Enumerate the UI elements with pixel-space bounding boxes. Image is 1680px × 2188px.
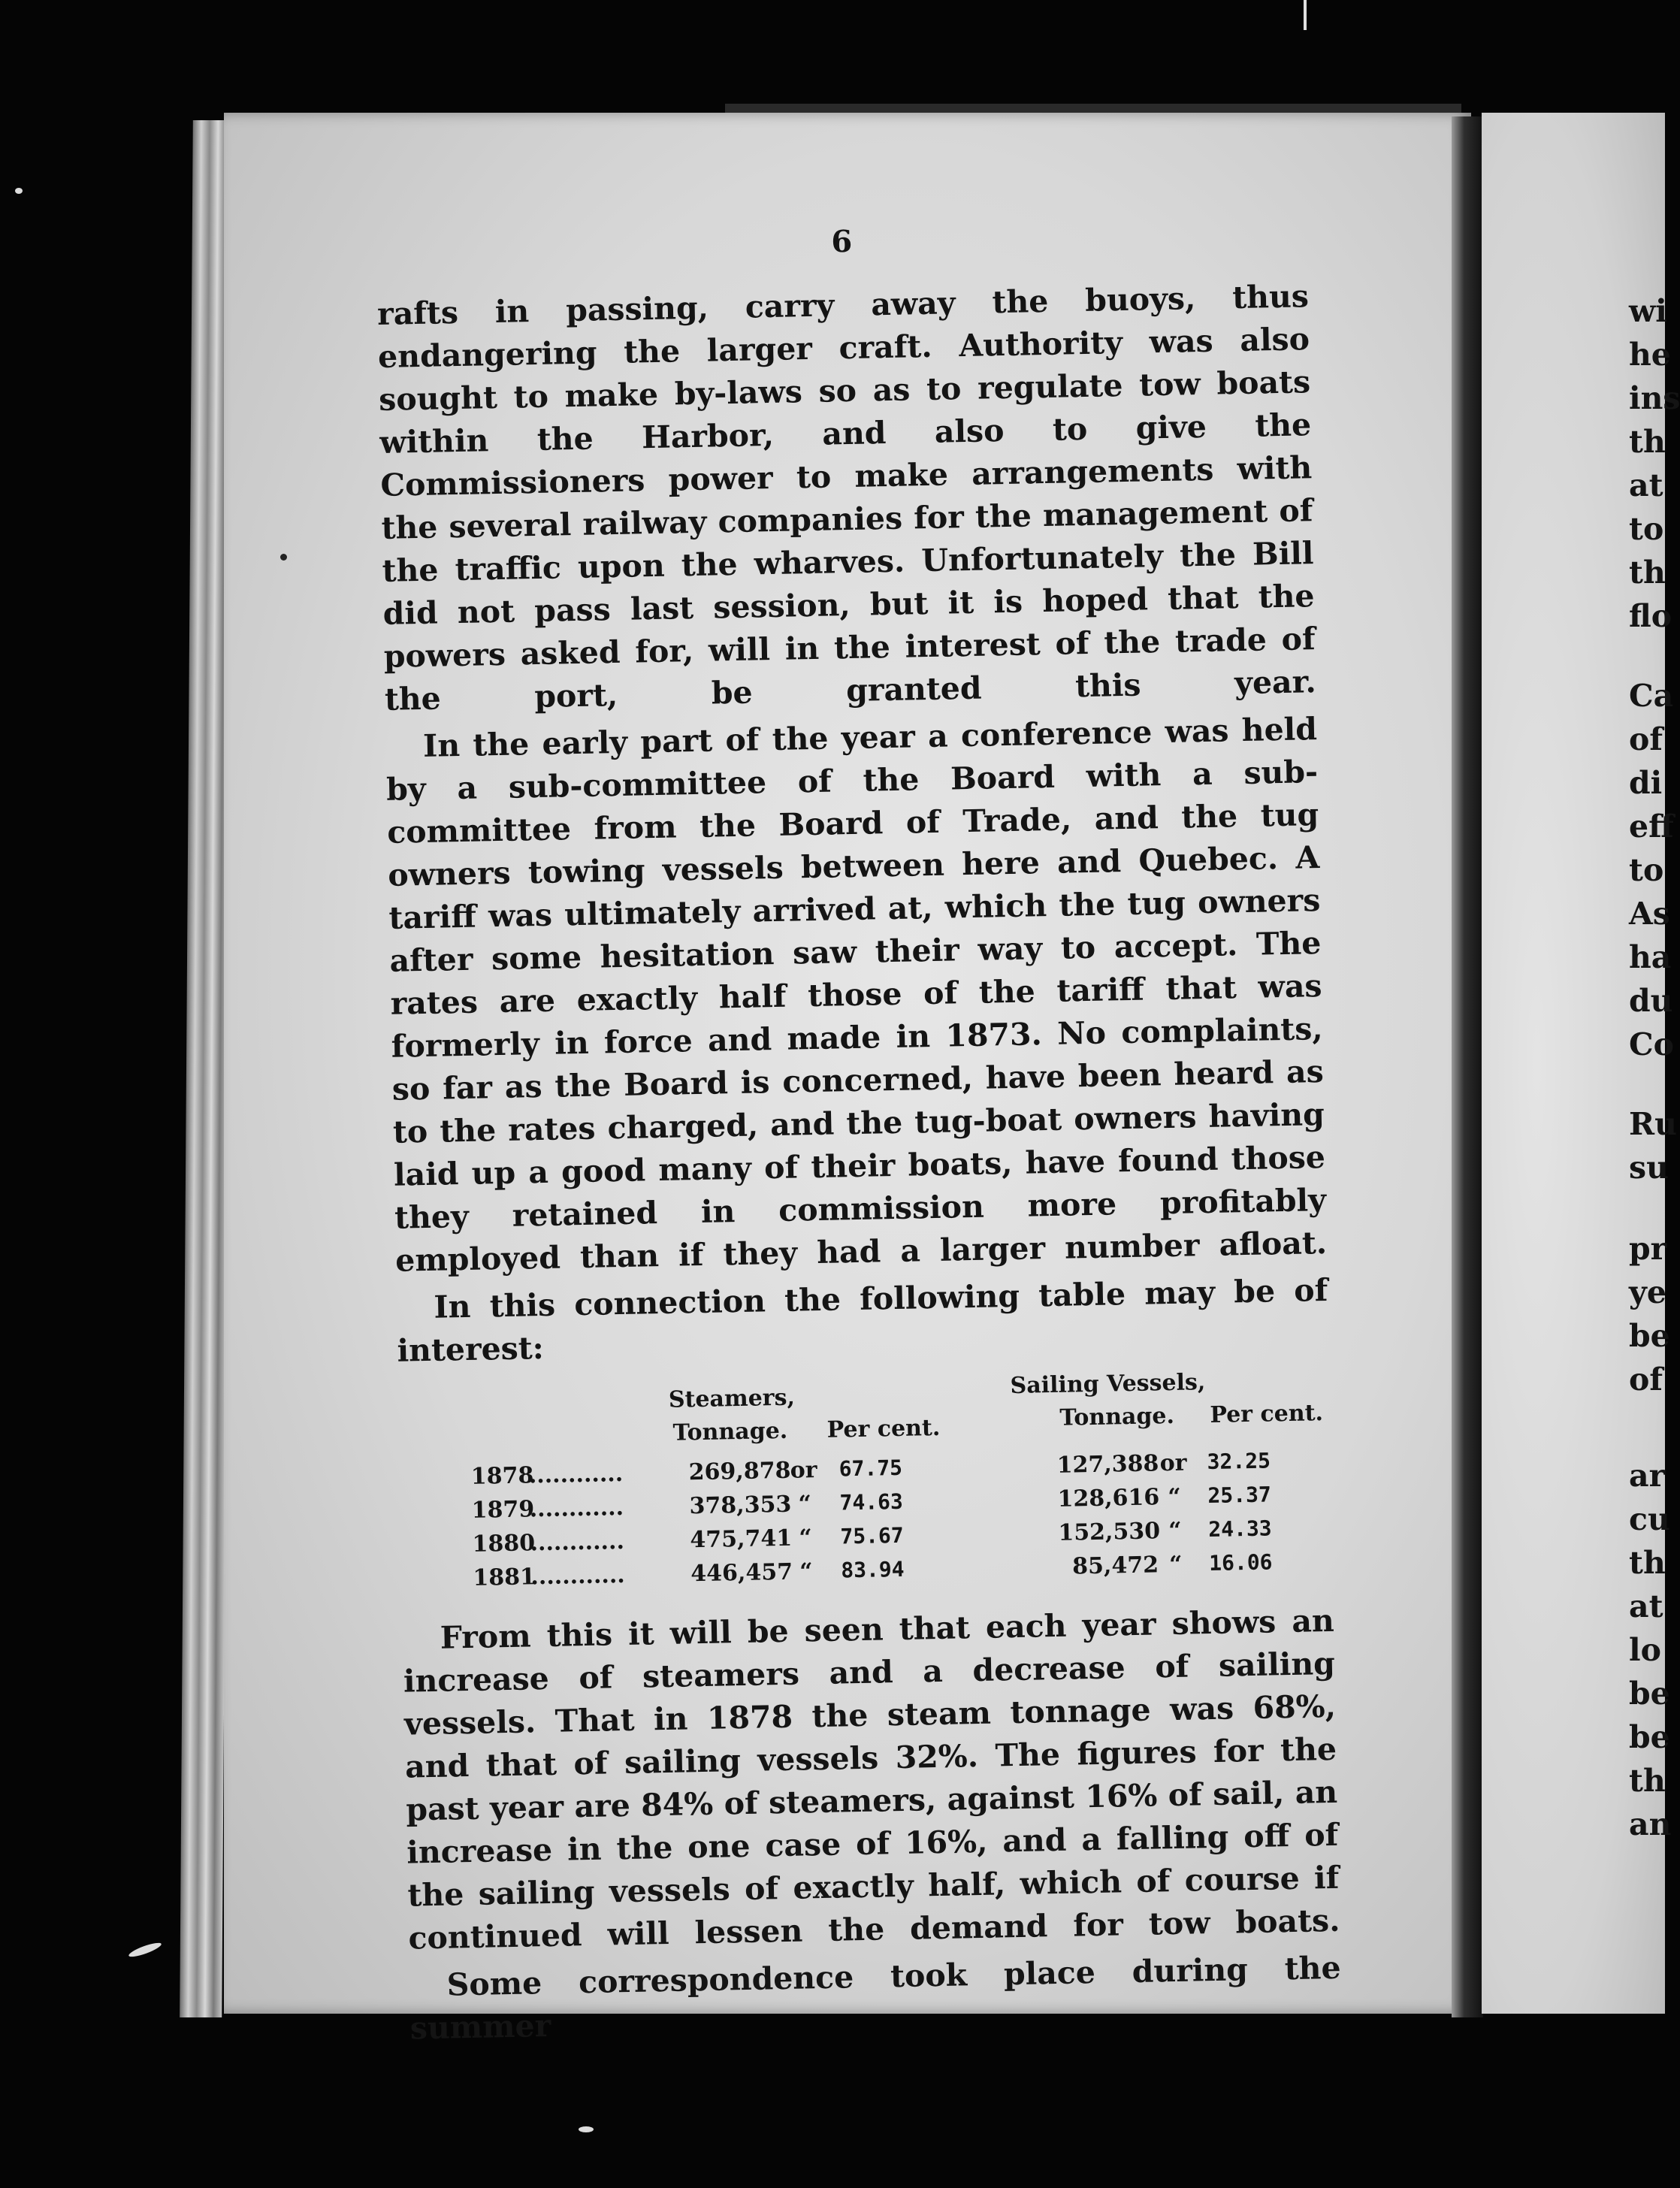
scan-speck [128,1940,163,1959]
cell-steam-tonnage: 269,878 [688,1457,791,1486]
cell-year: 1881 [473,1564,536,1591]
cell-separator: “ [1168,1483,1182,1511]
cell-year: 1880 [472,1530,536,1558]
paragraph: rafts in passing, carry away the buoys, thus endangering the larger craft. Authority was also sought to make by-laws so as to regulate tow boats within the Harbor, and also to give the Commissioners power to make arrangements with the several railway companies for the management of the traffic upon the wharves. Unfortunately the Bill did not pass last session, but it is hoped that the powers asked for, will in the interest of the trade of the port, be granted this year. [376,278,1317,718]
table-header-percent-steam: Per cent. [826,1414,941,1443]
cell-steam-tonnage: 475,741 [690,1525,793,1554]
fragment: th [1629,1545,1666,1581]
fragment: th [1629,555,1666,591]
page-text-block [376,215,1342,2054]
cell-separator: “ [1168,1517,1182,1545]
cell-leader: ............ [530,1561,626,1591]
fragment: wi [1629,293,1667,329]
cell-year: 1878 [470,1462,534,1490]
fragment: to [1629,852,1664,888]
paragraph: In the early part of the year a conference was held by a sub-committee of the Board with a sub-committee from the Board of Trade, and the tug owners towing vessels between here and Quebec. A tariff was ultimately arrived at, which the tug owners after some hesitation saw their way to accept. The rates are exactly half those of the tariff that was formerly in force and made in 1873. No complaints, so far as the Board is concerned, have been heard as to the rates charged, and the tug-boat owners having laid up a good many of their boats, have found those they retained in commission more profitably employed than if they had a larger number afloat. [385,711,1328,1279]
fragment: ye [1629,1274,1666,1310]
film-edge-mark [1304,0,1307,30]
paragraph: Some correspondence took place during the summer [409,1949,1342,2047]
cell-sail-percent: 25.37 [1207,1482,1272,1509]
cell-leader: ............ [530,1528,625,1557]
fragment: Co [1629,1026,1674,1062]
fragment: Ca [1629,678,1674,714]
fragment: su [1629,1150,1669,1186]
scan-speck [15,188,23,194]
page-number: 6 [830,223,853,260]
fragment: an [1629,1806,1672,1842]
fragment: As [1629,896,1670,932]
cell-sail-percent: 16.06 [1208,1549,1273,1576]
cell-sail-tonnage: 152,530 [1058,1518,1161,1546]
cell-steam-tonnage: 378,353 [689,1491,792,1520]
fragment: cu [1629,1501,1670,1537]
tonnage-table [397,1361,1333,1597]
fragment: lo [1629,1632,1661,1668]
margin-dot [280,554,287,561]
table-intro: In this connection the following table may be of interest: [397,1271,1328,1369]
cell-separator: or [790,1457,817,1484]
fragment: di [1629,765,1663,801]
cell-separator: “ [798,1491,812,1518]
cell-year: 1879 [471,1496,535,1524]
cell-leader: ............ [528,1460,624,1489]
fragment: th [1629,424,1666,460]
fragment: th [1629,1763,1666,1799]
fragment: be [1629,1318,1670,1354]
cell-leader: ............ [529,1494,624,1523]
fragment: of [1629,721,1663,757]
scan-speck [579,2126,594,2132]
cell-sail-percent: 32.25 [1207,1448,1271,1475]
fragment: ar [1629,1458,1666,1494]
cell-separator: or [1159,1449,1187,1477]
fragment: be [1629,1719,1670,1755]
cell-sail-tonnage: 85,472 [1071,1552,1159,1580]
cell-separator: “ [799,1525,813,1552]
cell-steam-percent: 74.63 [839,1488,904,1516]
fragment: flo [1629,598,1672,634]
fragment: at [1629,1588,1663,1624]
fragment: du [1629,983,1673,1019]
table-header-percent-sail: Per cent. [1210,1400,1324,1428]
fragment: ha [1629,939,1672,975]
fragment: eff [1629,808,1674,845]
table-header-sailing: Sailing Vessels, [1010,1369,1206,1400]
fragment: of [1629,1361,1663,1398]
cell-steam-percent: 83.94 [840,1556,905,1583]
cell-steam-percent: 75.67 [840,1522,905,1549]
paragraph: From this it will be seen that each year shows an increase of steamers and a decrease of sailing vessels. That in 1878 the steam tonnage was 68%, and that of sailing vessels 32%. The figures for the past year are 84% of steamers, against 16% of sail, an increase in the one case of 16%, and a falling off of the sailing vessels of exactly half, which of course if continued will lessen the demand for tow boats. [403,1602,1340,1957]
table-header-steamers-tonnage: Tonnage. [672,1417,788,1446]
table-header-sailing-tonnage: Tonnage. [1059,1402,1175,1431]
cell-steam-tonnage: 446,457 [690,1558,793,1588]
cell-sail-percent: 24.33 [1208,1516,1272,1543]
fragment: ins [1629,380,1680,416]
fragment: at [1629,467,1663,503]
cell-sail-tonnage: 128,616 [1057,1484,1160,1513]
fragment: pr [1629,1231,1667,1267]
fragment: to [1629,511,1664,547]
cell-separator: “ [799,1558,813,1585]
book-gutter [1452,116,1483,2017]
fragment: be [1629,1676,1670,1712]
cell-sail-tonnage: 127,388 [1056,1450,1159,1479]
cell-separator: “ [1168,1551,1183,1579]
fragment: he [1629,337,1671,373]
table-header-steamers: Steamers, [668,1384,796,1413]
fragment: Ru [1629,1106,1677,1142]
cell-steam-percent: 67.75 [838,1455,903,1482]
